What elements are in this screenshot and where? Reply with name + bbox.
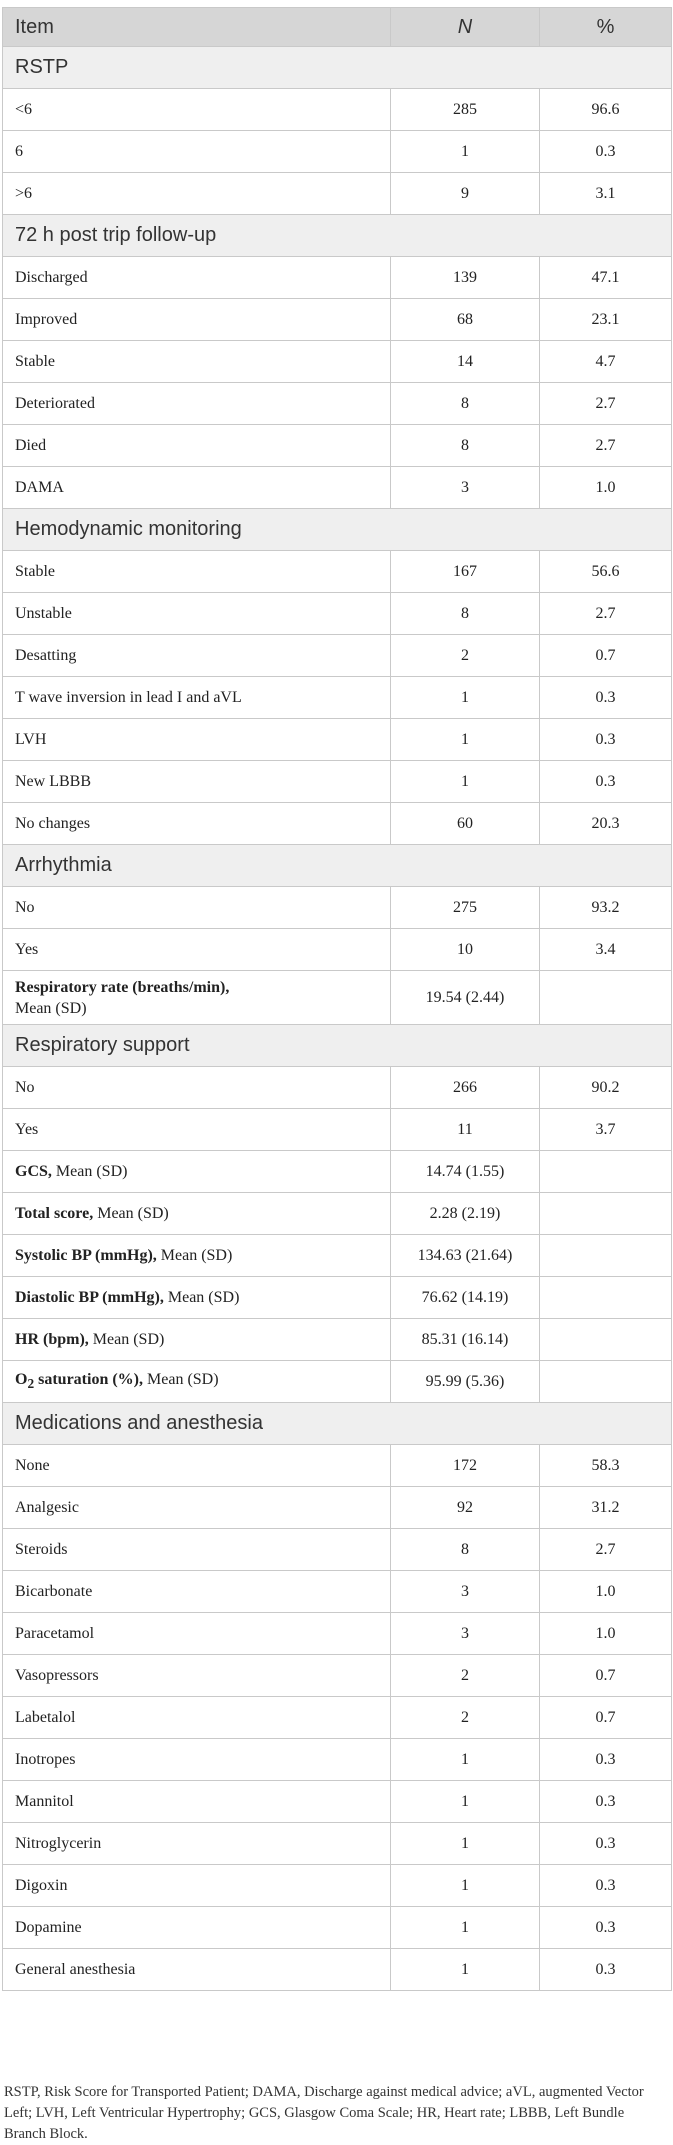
percent-cell: 0.7 [540, 1655, 672, 1697]
percent-cell: 0.3 [540, 1823, 672, 1865]
n-cell: 134.63 (21.64) [391, 1235, 540, 1277]
percent-cell: 31.2 [540, 1487, 672, 1529]
percent-cell: 4.7 [540, 341, 672, 383]
n-cell: 1 [391, 719, 540, 761]
table-row [3, 1109, 672, 1151]
table-row [3, 341, 672, 383]
table-row [3, 1529, 672, 1571]
table-row [3, 1151, 672, 1193]
percent-cell [540, 1361, 672, 1403]
table-row [3, 1613, 672, 1655]
n-cell: 95.99 (5.36) [391, 1361, 540, 1403]
n-cell: 285 [391, 89, 540, 131]
table-row [3, 1865, 672, 1907]
row-label: <6 [3, 89, 391, 131]
label-subscript: 2 [27, 1376, 35, 1392]
row-label: DAMA [3, 467, 391, 509]
table-row [3, 1949, 672, 1991]
header-percent: % [540, 8, 672, 47]
table-row [3, 1067, 672, 1109]
header-n: N [391, 8, 540, 47]
table-row [3, 1361, 672, 1403]
row-label: Unstable [3, 593, 391, 635]
table-row [3, 677, 672, 719]
n-cell: 2.28 (2.19) [391, 1193, 540, 1235]
row-label: No changes [3, 803, 391, 845]
table-body [3, 47, 672, 1991]
row-label: Improved [3, 299, 391, 341]
percent-cell: 0.3 [540, 1907, 672, 1949]
n-cell: 1 [391, 1907, 540, 1949]
percent-cell: 0.3 [540, 719, 672, 761]
row-label: No [3, 1067, 391, 1109]
n-cell: 3 [391, 1571, 540, 1613]
n-cell: 8 [391, 593, 540, 635]
percent-cell: 3.7 [540, 1109, 672, 1151]
label-rest: Mean (SD) [51, 1162, 128, 1180]
table-row [3, 257, 672, 299]
label-bold: Respiratory rate (breaths/min), [15, 978, 230, 996]
percent-cell [540, 1277, 672, 1319]
n-cell: 2 [391, 1655, 540, 1697]
row-label: New LBBB [3, 761, 391, 803]
row-label: Yes [3, 1109, 391, 1151]
n-cell: 3 [391, 467, 540, 509]
percent-cell [540, 1319, 672, 1361]
percent-cell: 0.3 [540, 1739, 672, 1781]
table-row [3, 1823, 672, 1865]
table-row [3, 761, 672, 803]
row-label: Labetalol [3, 1697, 391, 1739]
label-rest: Mean (SD) [93, 1204, 169, 1222]
table-row [3, 971, 672, 1025]
n-cell: 1 [391, 131, 540, 173]
n-cell: 1 [391, 677, 540, 719]
table-row [3, 1781, 672, 1823]
section-row [3, 47, 672, 89]
table-row [3, 1445, 672, 1487]
percent-cell: 2.7 [540, 1529, 672, 1571]
table-row [3, 1739, 672, 1781]
label-rest: Mean (SD) [15, 999, 87, 1017]
table-row [3, 1193, 672, 1235]
percent-cell: 1.0 [540, 1613, 672, 1655]
header-item: Item [3, 8, 391, 47]
label-bold: saturation (%), [34, 1370, 144, 1388]
label-bold: O [15, 1370, 28, 1388]
row-label: Paracetamol [3, 1613, 391, 1655]
table-row [3, 887, 672, 929]
section-label: Arrhythmia [3, 845, 672, 887]
row-label: Digoxin [3, 1865, 391, 1907]
n-cell: 2 [391, 635, 540, 677]
n-cell: 19.54 (2.44) [391, 971, 540, 1025]
row-label: 6 [3, 131, 391, 173]
table-row [3, 1277, 672, 1319]
percent-cell: 23.1 [540, 299, 672, 341]
row-label: Died [3, 425, 391, 467]
percent-cell: 3.1 [540, 173, 672, 215]
label-rest: Mean (SD) [163, 1288, 240, 1306]
percent-cell: 1.0 [540, 1571, 672, 1613]
table-row [3, 89, 672, 131]
n-cell: 167 [391, 551, 540, 593]
row-label: Deteriorated [3, 383, 391, 425]
n-cell: 275 [391, 887, 540, 929]
percent-cell: 90.2 [540, 1067, 672, 1109]
n-cell: 14 [391, 341, 540, 383]
percent-cell [540, 1235, 672, 1277]
table-row [3, 299, 672, 341]
row-label: General anesthesia [3, 1949, 391, 1991]
n-cell: 68 [391, 299, 540, 341]
n-cell: 14.74 (1.55) [391, 1151, 540, 1193]
n-cell: 1 [391, 1781, 540, 1823]
section-row [3, 509, 672, 551]
n-cell: 266 [391, 1067, 540, 1109]
row-label [3, 1319, 391, 1361]
row-label: Inotropes [3, 1739, 391, 1781]
percent-cell: 0.3 [540, 131, 672, 173]
n-cell: 92 [391, 1487, 540, 1529]
row-label: Discharged [3, 257, 391, 299]
table-row [3, 551, 672, 593]
table-row [3, 1655, 672, 1697]
row-label: No [3, 887, 391, 929]
row-label: Yes [3, 929, 391, 971]
percent-cell: 47.1 [540, 257, 672, 299]
percent-cell: 93.2 [540, 887, 672, 929]
table-header [3, 8, 672, 47]
percent-cell: 1.0 [540, 467, 672, 509]
section-label: Respiratory support [3, 1025, 672, 1067]
results-table [2, 7, 672, 1991]
table-row [3, 719, 672, 761]
row-label: Analgesic [3, 1487, 391, 1529]
percent-cell: 2.7 [540, 593, 672, 635]
percent-cell: 2.7 [540, 383, 672, 425]
percent-cell: 96.6 [540, 89, 672, 131]
row-label: None [3, 1445, 391, 1487]
table-row [3, 635, 672, 677]
n-cell: 1 [391, 1865, 540, 1907]
label-bold: Systolic BP (mmHg), [15, 1246, 157, 1264]
percent-cell: 0.7 [540, 635, 672, 677]
section-label: 72 h post trip follow-up [3, 215, 672, 257]
table-row [3, 1235, 672, 1277]
table-row [3, 425, 672, 467]
row-label: Desatting [3, 635, 391, 677]
label-rest: Mean (SD) [143, 1370, 219, 1388]
n-cell: 9 [391, 173, 540, 215]
row-label: Dopamine [3, 1907, 391, 1949]
row-label: Steroids [3, 1529, 391, 1571]
table-row [3, 1319, 672, 1361]
section-row [3, 1025, 672, 1067]
row-label: Stable [3, 341, 391, 383]
table-row [3, 131, 672, 173]
n-cell: 3 [391, 1613, 540, 1655]
label-rest: Mean (SD) [156, 1246, 233, 1264]
table-row [3, 1571, 672, 1613]
n-cell: 2 [391, 1697, 540, 1739]
n-cell: 8 [391, 383, 540, 425]
table-row [3, 1697, 672, 1739]
section-label: RSTP [3, 47, 672, 89]
percent-cell: 0.3 [540, 1949, 672, 1991]
n-cell: 1 [391, 1739, 540, 1781]
section-label: Hemodynamic monitoring [3, 509, 672, 551]
n-cell: 60 [391, 803, 540, 845]
table-row [3, 803, 672, 845]
table-row [3, 383, 672, 425]
percent-cell: 0.7 [540, 1697, 672, 1739]
section-row [3, 1403, 672, 1445]
row-label [3, 1277, 391, 1319]
section-label: Medications and anesthesia [3, 1403, 672, 1445]
n-cell: 1 [391, 1949, 540, 1991]
label-bold: Diastolic BP (mmHg), [15, 1288, 164, 1306]
percent-cell [540, 971, 672, 1025]
row-label [3, 1361, 391, 1403]
row-label [3, 1151, 391, 1193]
row-label: Bicarbonate [3, 1571, 391, 1613]
label-bold: HR (bpm), [15, 1330, 89, 1348]
percent-cell: 2.7 [540, 425, 672, 467]
n-cell: 11 [391, 1109, 540, 1151]
row-label [3, 971, 391, 1025]
n-cell: 85.31 (16.14) [391, 1319, 540, 1361]
label-bold: GCS, [15, 1162, 52, 1180]
n-cell: 139 [391, 257, 540, 299]
percent-cell [540, 1151, 672, 1193]
percent-cell: 0.3 [540, 1865, 672, 1907]
row-label: Mannitol [3, 1781, 391, 1823]
row-label: >6 [3, 173, 391, 215]
table-row [3, 1487, 672, 1529]
n-cell: 172 [391, 1445, 540, 1487]
n-cell: 76.62 (14.19) [391, 1277, 540, 1319]
percent-cell [540, 1193, 672, 1235]
n-cell: 8 [391, 425, 540, 467]
n-cell: 1 [391, 1823, 540, 1865]
section-row [3, 215, 672, 257]
n-cell: 1 [391, 761, 540, 803]
section-row [3, 845, 672, 887]
table-row [3, 173, 672, 215]
percent-cell: 3.4 [540, 929, 672, 971]
row-label [3, 1193, 391, 1235]
row-label [3, 1235, 391, 1277]
percent-cell: 56.6 [540, 551, 672, 593]
percent-cell: 20.3 [540, 803, 672, 845]
label-rest: Mean (SD) [88, 1330, 165, 1348]
row-label: LVH [3, 719, 391, 761]
table-row [3, 1907, 672, 1949]
table-row [3, 929, 672, 971]
n-cell: 8 [391, 1529, 540, 1571]
row-label: Nitroglycerin [3, 1823, 391, 1865]
percent-cell: 58.3 [540, 1445, 672, 1487]
table-row [3, 593, 672, 635]
percent-cell: 0.3 [540, 761, 672, 803]
row-label: T wave inversion in lead I and aVL [3, 677, 391, 719]
label-bold: Total score, [15, 1204, 94, 1222]
table-row [3, 467, 672, 509]
table-footnote: RSTP, Risk Score for Transported Patient; DAMA, Discharge against medical advice; aVL, augmented Vector Left; LVH, Left Ventricular Hypertrophy; GCS, Glasgow Coma Scale; HR, Heart rate; LBBB, Left Bundle Branch Block. [4, 2084, 644, 2142]
row-label: Stable [3, 551, 391, 593]
percent-cell: 0.3 [540, 677, 672, 719]
percent-cell: 0.3 [540, 1781, 672, 1823]
n-cell: 10 [391, 929, 540, 971]
row-label: Vasopressors [3, 1655, 391, 1697]
